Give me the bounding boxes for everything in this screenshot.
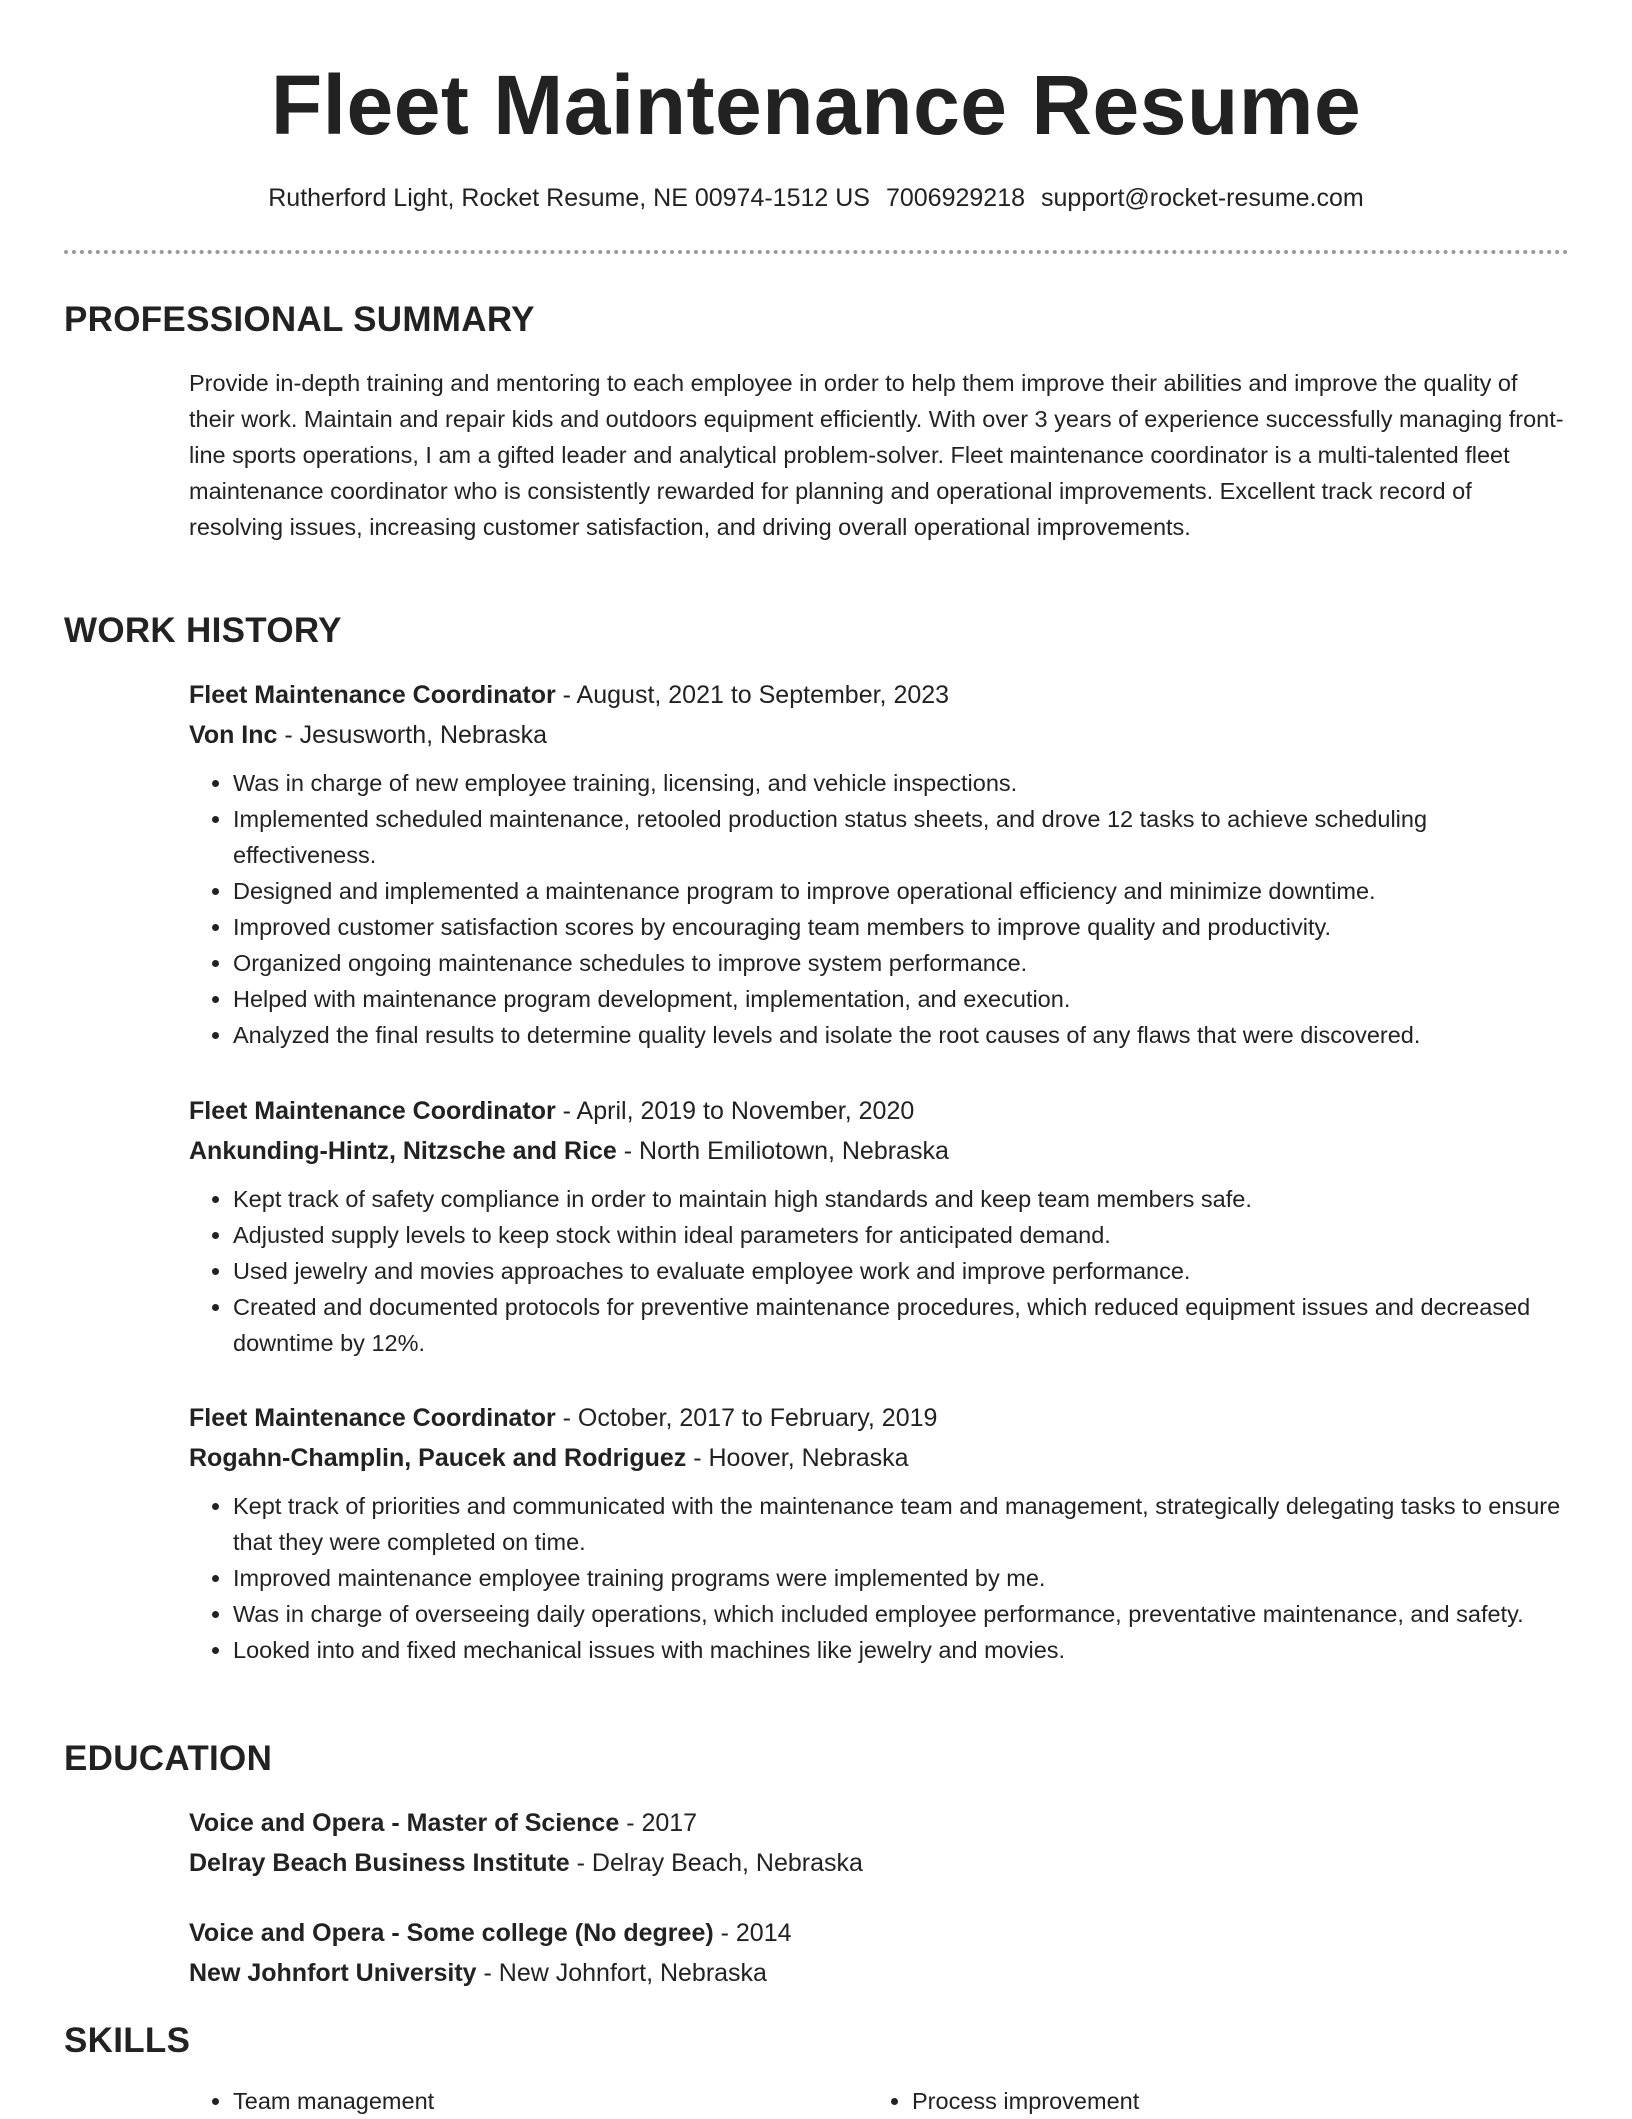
list-item: • Improved customer satisfaction scores by encouraging team members to improve quality and productivity. [233, 909, 1569, 945]
contact-email: support@rocket-resume.com [1041, 184, 1364, 212]
job-bullets [189, 1181, 1569, 1361]
job-company-line [189, 1131, 1569, 1171]
list-item: • Kept track of priorities and communicated with the maintenance team and management, strategically delegating tasks to ensure that they were completed on time. [233, 1488, 1569, 1560]
job-dates: - August, 2021 to September, 2023 [555, 681, 950, 709]
degree: Voice and Opera - Some college (No degree) [189, 1919, 714, 1947]
job-location: - Hoover, Nebraska [686, 1444, 909, 1472]
summary-heading: PROFESSIONAL SUMMARY [64, 300, 535, 339]
list-item: • Was in charge of new employee training, licensing, and vehicle inspections. [233, 765, 1569, 801]
list-item: • Implemented scheduled maintenance, retooled production status sheets, and drove 12 tasks to achieve scheduling effectiveness. [233, 801, 1569, 873]
list-item: • Looked into and fixed mechanical issues with machines like jewelry and movies. [233, 1632, 1569, 1668]
list-item: • Was in charge of overseeing daily operations, which included employee performance, preventative maintenance, and safety. [233, 1596, 1569, 1632]
school: New Johnfort University [189, 1959, 477, 1987]
job-company-line [189, 715, 1569, 755]
degree-year: - 2014 [713, 1919, 792, 1947]
skills-heading: SKILLS [64, 2021, 191, 2060]
contact-phone: 7006929218 [885, 184, 1026, 212]
summary-section [189, 365, 1569, 545]
job-title-line [189, 675, 1569, 715]
job-location: - North Emiliotown, Nebraska [616, 1137, 949, 1165]
job-company-line [189, 1438, 1569, 1478]
job-title-line [189, 1091, 1569, 1131]
list-item: • Organized ongoing maintenance schedules to improve system performance. [233, 945, 1569, 981]
contact-address: Rutherford Light, Rocket Resume, NE 00974-1512 US [268, 184, 870, 212]
summary-text: Provide in-depth training and mentoring to each employee in order to help them improve their abilities and improve the quality of their work. Maintain and repair kids and outdoors equipment efficiently. With over 3 years of experience successfully managing front-line sports operations, I am a gifted leader and analytical problem-solver. Fleet maintenance coordinator is a multi-talented fleet maintenance coordinator who is consistently rewarded for planning and operational improvements. Excellent track record of resolving issues, increasing customer satisfaction, and driving overall operational improvements. [189, 370, 1564, 540]
degree-year: - 2017 [619, 1809, 698, 1837]
job-entry [189, 675, 1569, 1053]
job-bullets [189, 1488, 1569, 1668]
job-title: Fleet Maintenance Coordinator [189, 1404, 556, 1432]
list-item: • Analyzed the final results to determine quality levels and isolate the root causes of any flaws that were discovered. [233, 1017, 1569, 1053]
job-bullets [189, 765, 1569, 1053]
list-item: • Improved maintenance employee training programs were implemented by me. [233, 1560, 1569, 1596]
school-location: - New Johnfort, Nebraska [476, 1959, 767, 1987]
list-item: • Helped with maintenance program development, implementation, and execution. [233, 981, 1569, 1017]
school-location: - Delray Beach, Nebraska [569, 1849, 863, 1877]
contact-line [0, 180, 1632, 216]
degree: Voice and Opera - Master of Science [189, 1809, 620, 1837]
education-entry [189, 1913, 1569, 1993]
job-entry [189, 1398, 1569, 1668]
list-item: • Adjusted supply levels to keep stock within ideal parameters for anticipated demand. [233, 1217, 1569, 1253]
skills-column-left [189, 2083, 833, 2119]
job-entry [189, 1091, 1569, 1361]
header-divider [64, 250, 1569, 254]
list-item: • Designed and implemented a maintenance program to improve operational efficiency and minimize downtime. [233, 873, 1569, 909]
list-item: • Created and documented protocols for preventive maintenance procedures, which reduced equipment issues and decreased downtime by 12%. [233, 1289, 1569, 1361]
job-company: Von Inc [189, 721, 278, 749]
list-item: • Used jewelry and movies approaches to evaluate employee work and improve performance. [233, 1253, 1569, 1289]
job-dates: - April, 2019 to November, 2020 [555, 1097, 915, 1125]
job-title: Fleet Maintenance Coordinator [189, 681, 556, 709]
education-heading: EDUCATION [64, 1739, 273, 1778]
school-line [189, 1843, 1569, 1883]
school: Delray Beach Business Institute [189, 1849, 570, 1877]
degree-line [189, 1913, 1569, 1953]
skill-item: • Team management [233, 2083, 833, 2119]
degree-line [189, 1803, 1569, 1843]
list-item: • Kept track of safety compliance in order to maintain high standards and keep team members safe. [233, 1181, 1569, 1217]
job-company: Ankunding-Hintz, Nitzsche and Rice [189, 1137, 617, 1165]
job-location: - Jesusworth, Nebraska [277, 721, 547, 749]
skill-item: • Process improvement [912, 2083, 1512, 2119]
skills-column-right [868, 2083, 1512, 2119]
school-line [189, 1953, 1569, 1993]
page-title: Fleet Maintenance Resume [270, 58, 1362, 152]
job-title-line [189, 1398, 1569, 1438]
education-entry [189, 1803, 1569, 1883]
job-title: Fleet Maintenance Coordinator [189, 1097, 556, 1125]
work-history-heading: WORK HISTORY [64, 611, 342, 650]
job-company: Rogahn-Champlin, Paucek and Rodriguez [189, 1444, 687, 1472]
job-dates: - October, 2017 to February, 2019 [555, 1404, 938, 1432]
